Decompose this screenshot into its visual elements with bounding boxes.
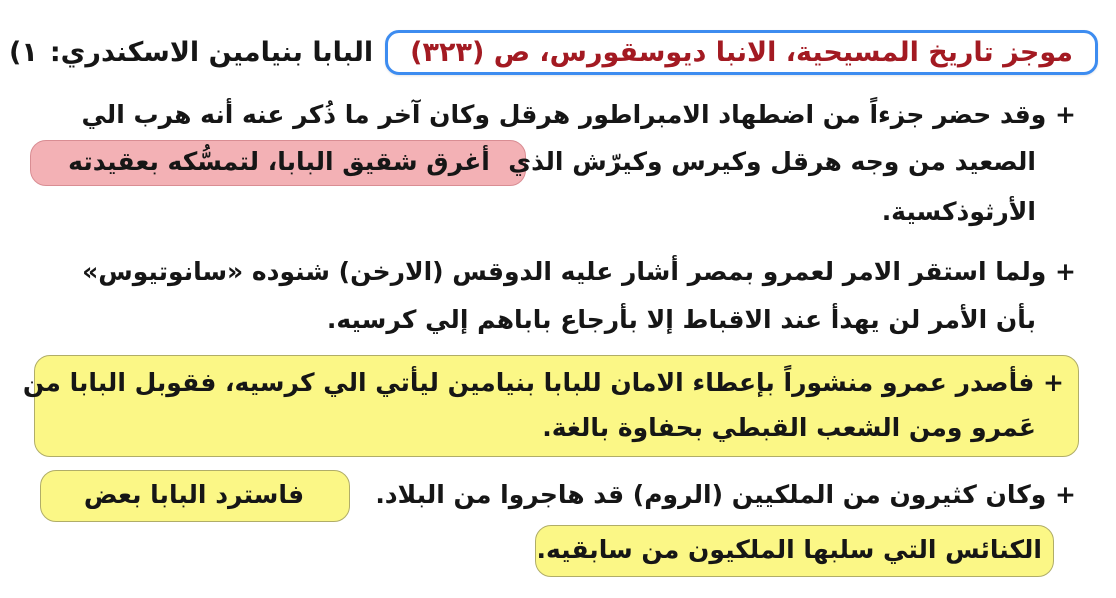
heading-title: البابا بنيامين الاسكندري: xyxy=(49,36,374,68)
para2-line2: بأن الأمر لن يهدأ عند الاقباط إلا بأرجاع باباهم إلي كرسيه. xyxy=(326,305,1036,334)
para3-line2: عَمرو ومن الشعب القبطي بحفاوة بالغة. xyxy=(542,413,1036,442)
para1-line1: + وقد حضر جزءاً من اضطهاد الامبراطور هرقل وكان آخر ما ذُكر عنه أنه هرب الي xyxy=(81,100,1076,129)
para3-line1: + فأصدر عمرو منشوراً بإعطاء الامان للبابا بنيامين ليأتي الي كرسيه، فقوبل البابا من xyxy=(22,368,1064,397)
para4-line1-highlight: فاسترد البابا بعض xyxy=(83,480,305,509)
heading-number: ١) xyxy=(9,36,38,68)
para1-line2: الصعيد من وجه هرقل وكيرس وكيرّش الذي xyxy=(508,147,1036,176)
para2-line1: + ولما استقر الامر لعمرو بمصر أشار عليه الدوقس (الارخن) شنوده «سانوتيوس» xyxy=(82,257,1076,286)
heading-row xyxy=(9,22,1098,82)
para1-line2-highlight: أغرق شقيق البابا، لتمسُّكه بعقيدته xyxy=(68,147,490,176)
para4-line2-highlight: الكنائس التي سلبها الملكيون من سابقيه. xyxy=(536,535,1042,564)
para4-line1: + وكان كثيرون من الملكيين (الروم) قد هاجروا من البلاد. xyxy=(375,480,1076,509)
para1-line3: الأرثوذكسية. xyxy=(881,197,1036,226)
citation-box: موجز تاريخ المسيحية، الانبا ديوسقورس، ص (٣٢٣) xyxy=(385,30,1098,75)
